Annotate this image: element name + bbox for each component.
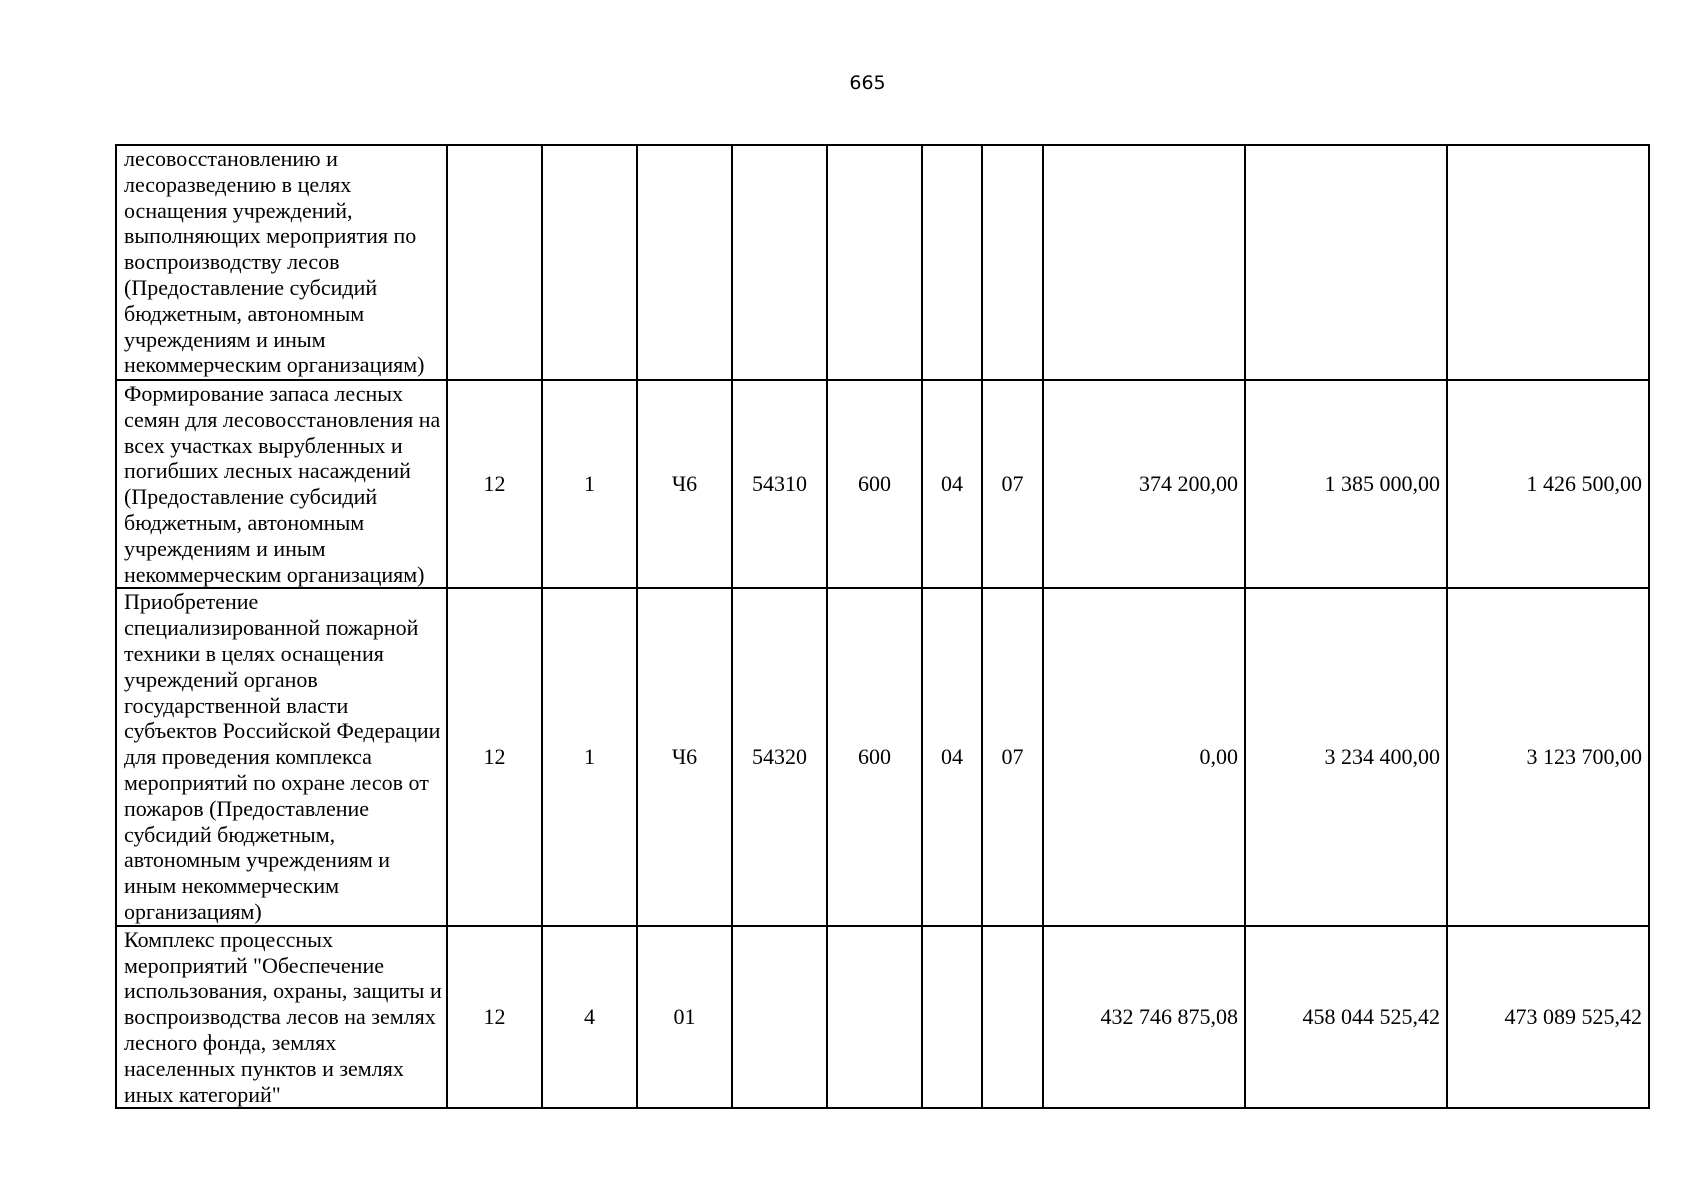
code-cell: 1: [542, 588, 637, 925]
code-cell: [922, 145, 982, 380]
code-cell: 1: [542, 380, 637, 588]
code-cell: [827, 145, 922, 380]
code-cell: [732, 145, 827, 380]
table-row: [116, 588, 1649, 925]
code-cell: 04: [922, 380, 982, 588]
amount-cell: 0,00: [1043, 588, 1245, 925]
row-description: лесовосстановлению и лесоразведению в целях оснащения учреждений, выполняющих мероприятия по воспроизводству лесов (Предоставление субсидий бюджетным, автономным учреждениям и иным некоммерческим организациям): [116, 145, 447, 380]
code-cell: 4: [542, 926, 637, 1109]
amount-cell: 3 123 700,00: [1447, 588, 1649, 925]
code-cell: [922, 926, 982, 1109]
table-row: [116, 926, 1649, 1109]
code-cell: 01: [637, 926, 732, 1109]
amount-cell: [1245, 145, 1447, 380]
code-cell: Ч6: [637, 588, 732, 925]
row-description: Приобретение специализированной пожарной техники в целях оснащения учреждений органов государственной власти субъектов Российской Федерации для проведения комплекса мероприятий по охране лесов от пожаров (Предоставление субсидий бюджетным, автономным учреждениям и иным некоммерческим организациям): [116, 588, 447, 925]
row-description: Комплекс процессных мероприятий "Обеспечение использования, охраны, защиты и воспроизводства лесов на землях лесного фонда, землях населенных пунктов и землях иных категорий": [116, 926, 447, 1109]
code-cell: 04: [922, 588, 982, 925]
amount-cell: 3 234 400,00: [1245, 588, 1447, 925]
code-cell: [982, 926, 1043, 1109]
amount-cell: 1 385 000,00: [1245, 380, 1447, 588]
amount-cell: 458 044 525,42: [1245, 926, 1447, 1109]
amount-cell: 432 746 875,08: [1043, 926, 1245, 1109]
code-cell: [732, 926, 827, 1109]
code-cell: 07: [982, 588, 1043, 925]
code-cell: [637, 145, 732, 380]
code-cell: 12: [447, 380, 542, 588]
table-row: [116, 145, 1649, 380]
code-cell: Ч6: [637, 380, 732, 588]
code-cell: 12: [447, 588, 542, 925]
table-row: [116, 380, 1649, 588]
code-cell: [827, 926, 922, 1109]
code-cell: 600: [827, 380, 922, 588]
code-cell: [542, 145, 637, 380]
row-description: Формирование запаса лесных семян для лесовосстановления на всех участках вырубленных и погибших лесных насаждений (Предоставление субсидий бюджетным, автономным учреждениям и иным некоммерческим организациям): [116, 380, 447, 588]
code-cell: 54320: [732, 588, 827, 925]
code-cell: 54310: [732, 380, 827, 588]
amount-cell: [1043, 145, 1245, 380]
code-cell: [982, 145, 1043, 380]
code-cell: 600: [827, 588, 922, 925]
amount-cell: [1447, 145, 1649, 380]
page-number: 665: [849, 72, 886, 94]
code-cell: 07: [982, 380, 1043, 588]
amount-cell: 1 426 500,00: [1447, 380, 1649, 588]
code-cell: [447, 145, 542, 380]
budget-table: [115, 144, 1650, 1109]
amount-cell: 374 200,00: [1043, 380, 1245, 588]
code-cell: 12: [447, 926, 542, 1109]
amount-cell: 473 089 525,42: [1447, 926, 1649, 1109]
